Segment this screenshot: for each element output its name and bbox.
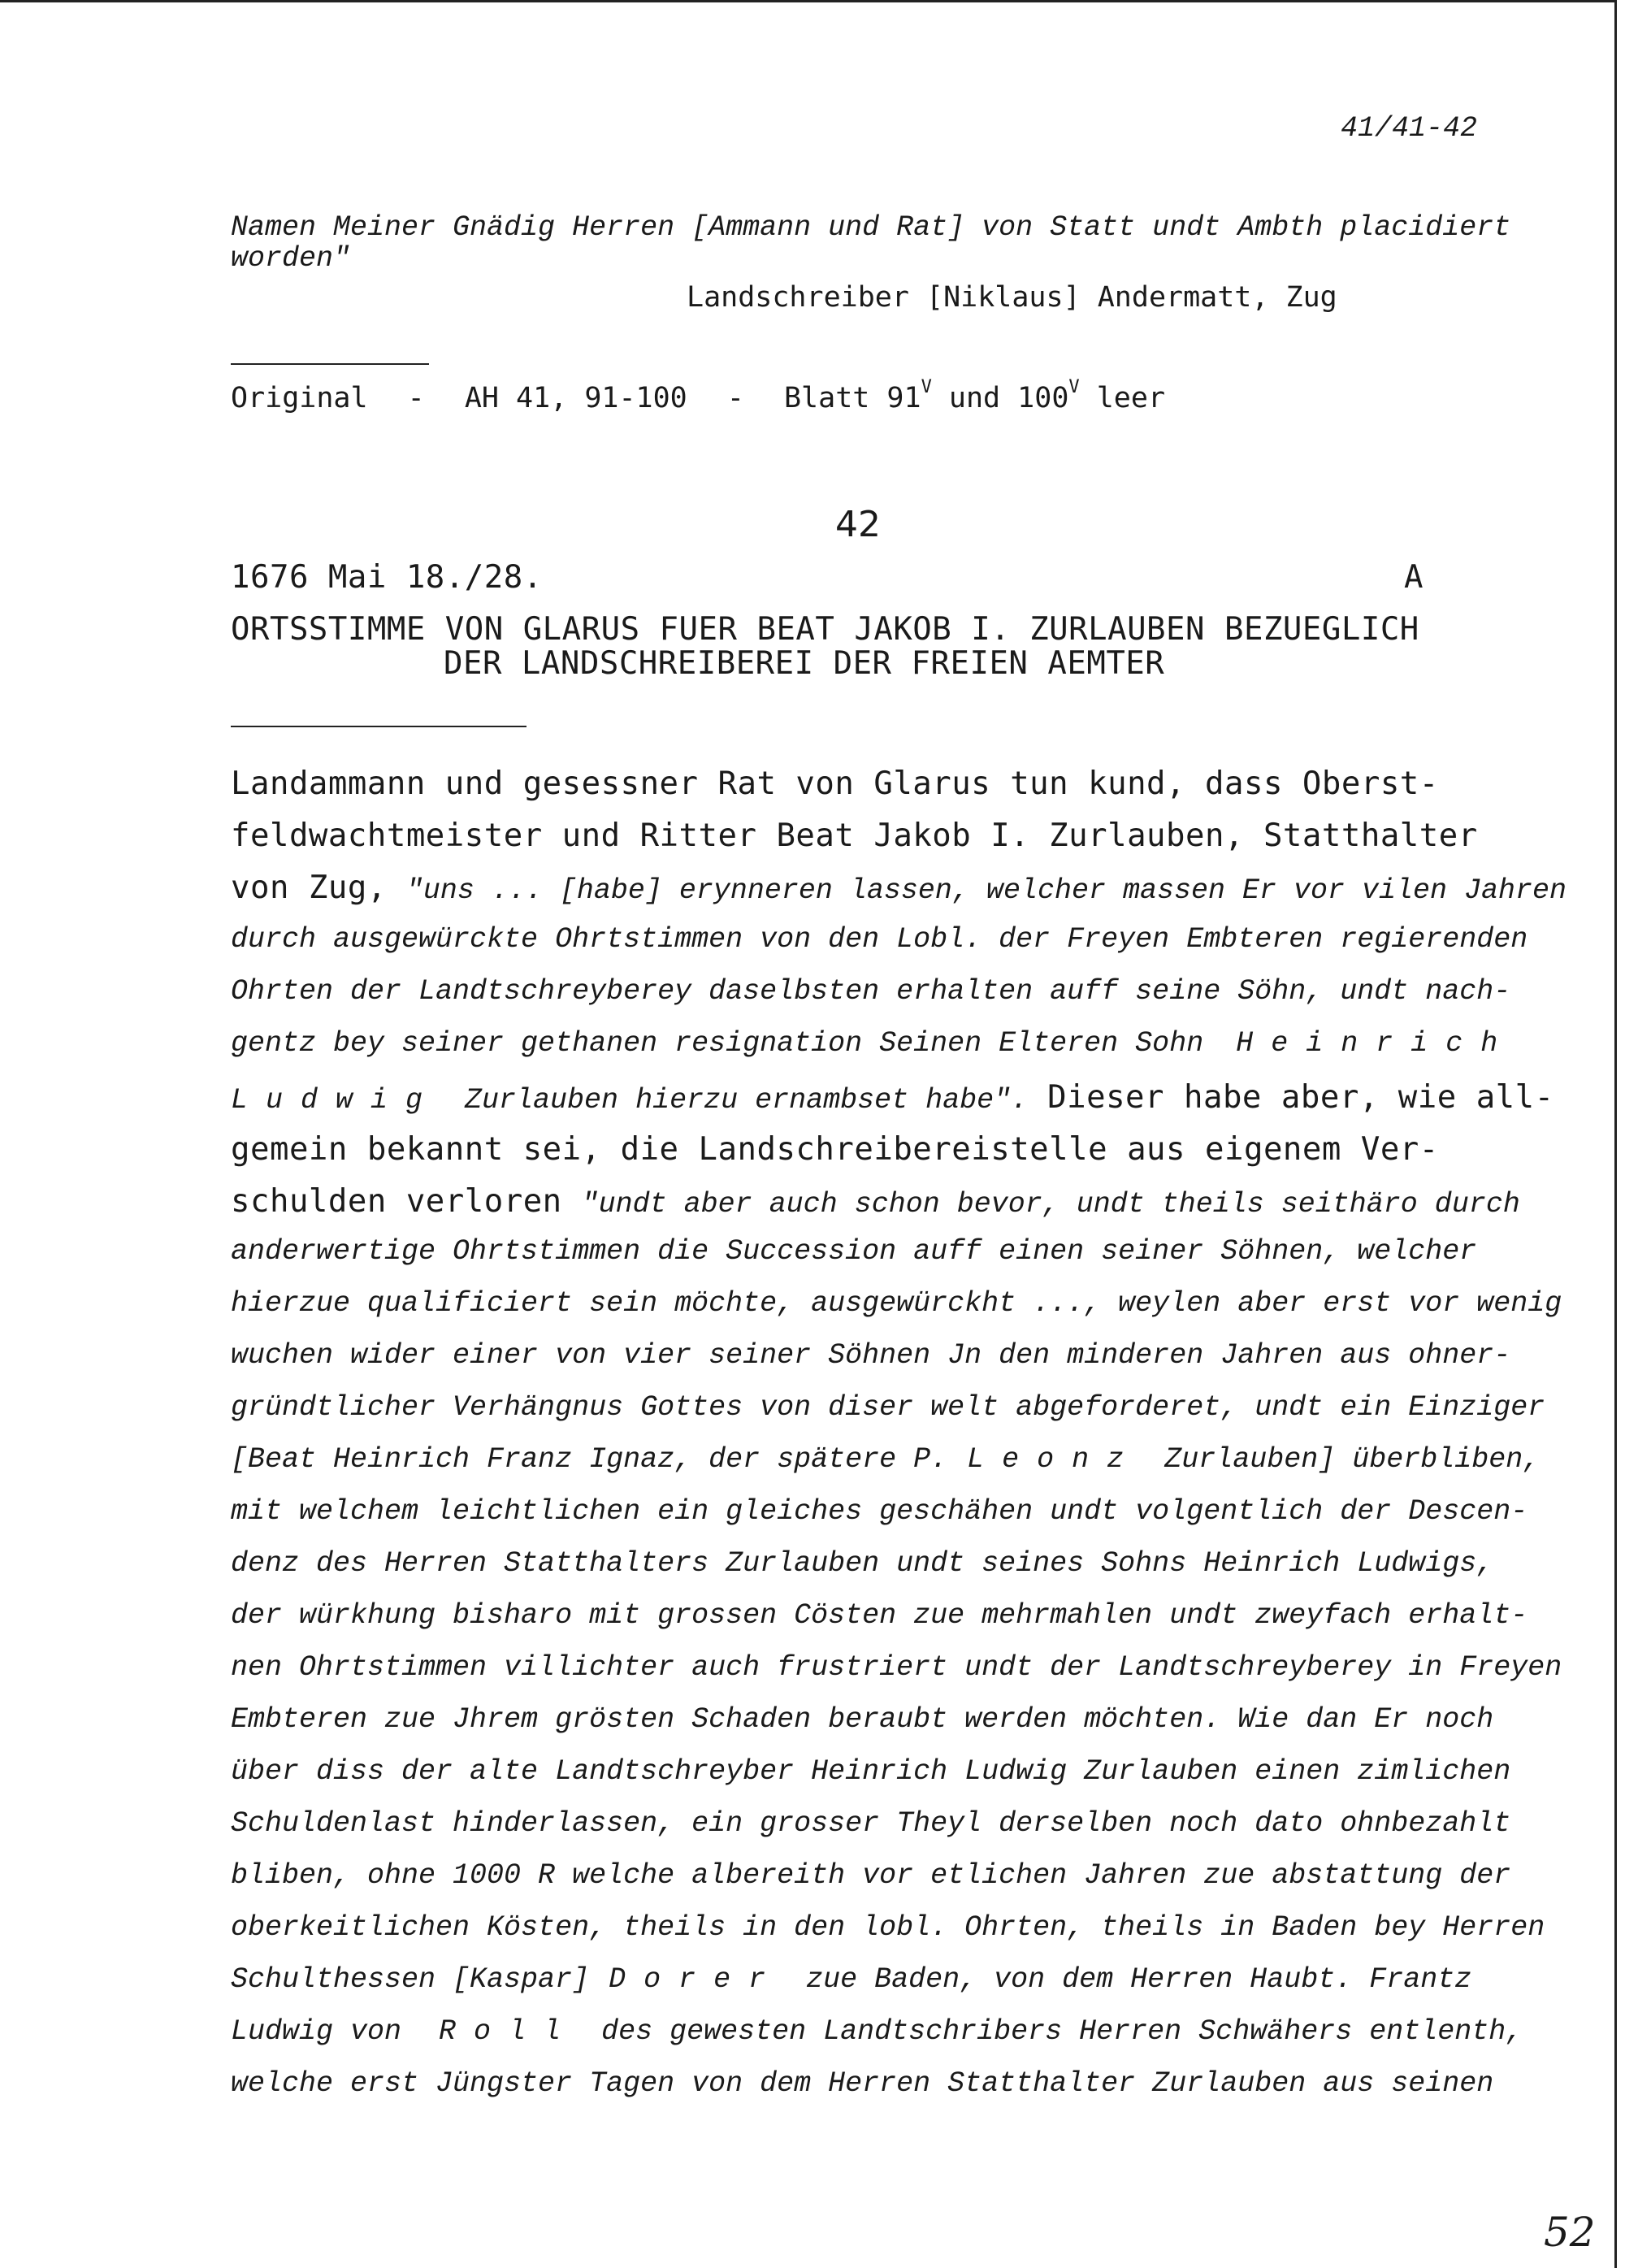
body-line xyxy=(231,1079,1554,1117)
source-original: Original xyxy=(231,382,368,414)
quoted-text: "uns ... [habe] erynneren lassen, welcher massen Er vor vilen Jahren xyxy=(405,874,1567,907)
source-verso-mark: V xyxy=(921,377,932,397)
quoted-line: gründtlicher Verhängnus Gottes von diser welt abgeforderet, undt ein Einziger xyxy=(231,1391,1545,1424)
source-dash: - xyxy=(407,382,425,414)
body-text: Dieser habe aber, wie all- xyxy=(1028,1079,1554,1116)
quoted-line: Embteren zue Jhrem grösten Schaden beraubt werden möchten. Wie dan Er noch xyxy=(231,1703,1494,1736)
quoted-text: gentz bey seiner gethanen resignation Seinen Elteren Sohn xyxy=(231,1027,1204,1060)
page-border-top xyxy=(0,0,1617,2)
body-line: Landammann und gesessner Rat von Glarus tun kund, dass Oberst- xyxy=(231,765,1439,802)
quoted-line: oberkeitlichen Kösten, theils in den lobl. Ohrten, theils in Baden bey Herren xyxy=(231,1911,1545,1944)
source-verso-mark: V xyxy=(1068,377,1080,397)
source-dash: - xyxy=(726,382,744,414)
document-title-line-1: ORTSSTIMME VON GLARUS FUER BEAT JAKOB I. ZURLAUBEN BEZUEGLICH xyxy=(231,611,1419,648)
body-line xyxy=(231,1183,1520,1221)
handwritten-page-number: 52 xyxy=(1544,2209,1596,2256)
quoted-text: Zurlauben hierzu ernambset habe". xyxy=(465,1084,1029,1117)
page-reference: 41/41-42 xyxy=(1341,112,1478,145)
quoted-text: Ludwig von xyxy=(231,2015,402,2048)
quoted-line: durch ausgewürckte Ohrtstimmen von den Lobl. der Freyen Embteren regierenden xyxy=(231,923,1528,956)
quoted-text: Schulthessen [Kaspar] xyxy=(231,1963,590,1996)
quoted-line xyxy=(231,1027,1515,1060)
spaced-name: Leonz xyxy=(967,1443,1142,1476)
separator-rule xyxy=(231,363,429,365)
previous-document-signature: Landschreiber [Niklaus] Andermatt, Zug xyxy=(687,281,1337,314)
body-line xyxy=(231,869,1566,907)
quoted-line: nen Ohrtstimmen villichter auch frustriert undt der Landtschreyberey in Freyen xyxy=(231,1651,1562,1684)
spaced-name: Ludwig xyxy=(231,1084,441,1117)
body-text: schulden verloren xyxy=(231,1183,582,1220)
spaced-name: Dorer xyxy=(609,1963,784,1996)
quoted-line: mit welchem leichtlichen ein gleiches geschähen undt volgentlich der Descen- xyxy=(231,1495,1528,1528)
source-blatt: Blatt 91 xyxy=(783,382,921,414)
quoted-line: wuchen wider einer von vier seiner Söhnen Jn den minderen Jahren aus ohner- xyxy=(231,1339,1511,1372)
previous-document-quote-line-1: Namen Meiner Gnädig Herren [Ammann und Rat] von Statt undt Ambth placidiert xyxy=(231,211,1511,244)
quoted-line: über diss der alte Landtschreyber Heinrich Ludwig Zurlauben einen zimlichen xyxy=(231,1755,1511,1788)
quoted-line xyxy=(231,1963,1471,1996)
previous-document-quote-line-2: worden" xyxy=(231,242,351,275)
quoted-text: zue Baden, von dem Herren Haubt. Frantz xyxy=(806,1963,1472,1996)
quoted-line: hierzue qualificiert sein möchte, ausgewürckht ..., weylen aber erst vor wenig xyxy=(231,1287,1562,1320)
body-line: feldwachtmeister und Ritter Beat Jakob I. Zurlauben, Statthalter xyxy=(231,817,1478,854)
source-leer: leer xyxy=(1096,382,1166,414)
body-text: von Zug, xyxy=(231,869,406,906)
body-line: gemein bekannt sei, die Landschreibereistelle aus eigenem Ver- xyxy=(231,1131,1439,1168)
source-und: und 100 xyxy=(948,382,1069,414)
spaced-name: Roll xyxy=(439,2015,579,2048)
page-border-right xyxy=(1614,0,1617,2268)
quoted-text: Zurlauben] überbliben, xyxy=(1164,1443,1540,1476)
quoted-line: denz des Herren Statthalters Zurlauben undt seines Sohns Heinrich Ludwigs, xyxy=(231,1547,1494,1580)
spaced-name: Heinrich xyxy=(1236,1027,1516,1060)
quoted-line: der würkhung bisharo mit grossen Cösten zue mehrmahlen undt zweyfach erhalt- xyxy=(231,1599,1528,1632)
separator-rule xyxy=(231,726,526,727)
quoted-text: "undt aber auch schon bevor, undt theils seithäro durch xyxy=(581,1188,1520,1221)
document-number: 42 xyxy=(835,504,881,545)
quoted-text: [Beat Heinrich Franz Ignaz, der spätere P. xyxy=(231,1443,948,1476)
quoted-line: welche erst Jüngster Tagen von dem Herren Statthalter Zurlauben aus seinen xyxy=(231,2067,1494,2100)
quoted-line: Schuldenlast hinderlassen, ein grosser Theyl derselben noch dato ohnbezahlt xyxy=(231,1807,1511,1840)
source-archive-ref: AH 41, 91-100 xyxy=(464,382,687,414)
quoted-line xyxy=(231,2015,1523,2048)
quoted-line xyxy=(231,1443,1540,1476)
quoted-line: anderwertige Ohrtstimmen die Succession auff einen seiner Söhnen, welcher xyxy=(231,1235,1477,1268)
quoted-text: des gewesten Landtschribers Herren Schwähers entlenth, xyxy=(601,2015,1523,2048)
source-note xyxy=(231,377,1166,414)
document-title-line-2: DER LANDSCHREIBEREI DER FREIEN AEMTER xyxy=(444,645,1165,682)
quoted-line: bliben, ohne 1000 R welche albereith vor etlichen Jahren zue abstattung der xyxy=(231,1859,1511,1892)
quoted-line: Ohrten der Landtschreyberey daselbsten erhalten auff seine Söhn, undt nach- xyxy=(231,975,1511,1008)
document-marker: A xyxy=(1404,559,1424,596)
document-date: 1676 Mai 18./28. xyxy=(231,559,543,596)
